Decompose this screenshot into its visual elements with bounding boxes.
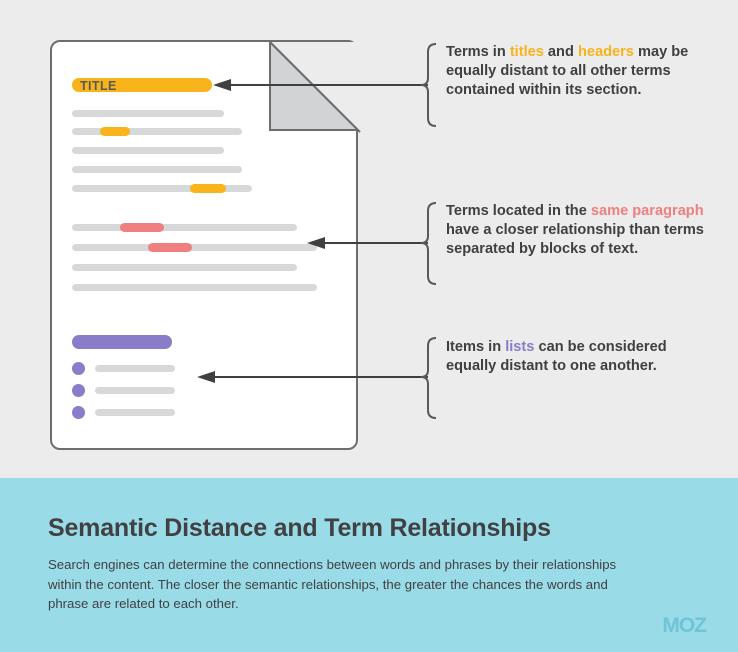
callout-brace (421, 44, 436, 126)
callout-lists (446, 338, 696, 376)
callout-titles-headers (446, 43, 706, 100)
caption-body: Search engines can determine the connections between words and phrases by their relationships within the content. The closer the semantic relationships, the greater the chances the words and phrase are related to each other. (48, 557, 617, 611)
callout-part: and (543, 44, 578, 60)
callout-arrow-head (197, 371, 215, 383)
moz-logo: MOZ (662, 614, 706, 637)
callout-part: can be considered equally distant to one another. (446, 339, 667, 374)
callout-part: Items in (446, 339, 506, 355)
callout-part: Terms in (446, 44, 510, 60)
callout-arrow-head (213, 79, 231, 91)
callout-keyword-titles: titles (509, 44, 544, 60)
callout-brace (421, 338, 436, 418)
callout-part: have a closer relationship than terms separated by blocks of text. (446, 222, 704, 257)
callout-same-paragraph (446, 202, 704, 259)
callout-keyword-headers: headers (577, 44, 634, 60)
callout-arrow-head (307, 237, 325, 249)
callout-part: may be equally distant to all other terms contained within its section. (446, 44, 689, 98)
page-title: Semantic Distance and Term Relationships (48, 514, 551, 542)
title-text: TITLE (80, 79, 117, 93)
callout-brace (421, 203, 436, 284)
callout-part: Terms located in the (446, 203, 591, 219)
callout-keyword-same-paragraph: same paragraph (590, 203, 704, 219)
caption-band (0, 478, 738, 652)
callout-keyword-lists: lists (505, 339, 535, 355)
